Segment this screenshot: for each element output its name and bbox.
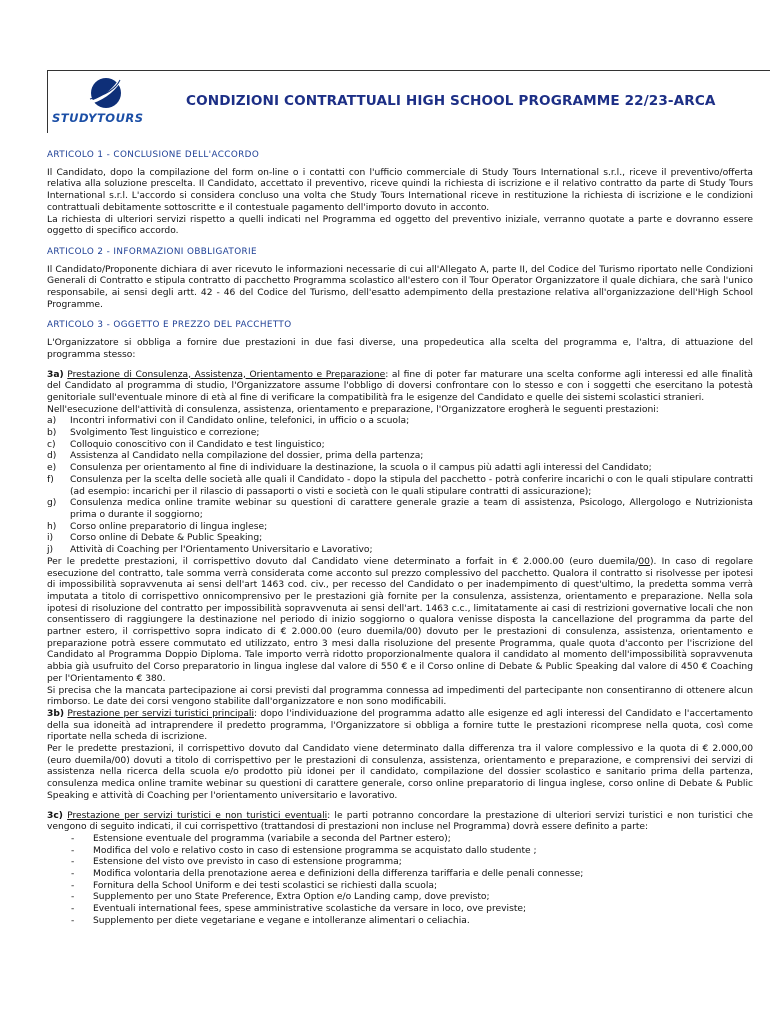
list-item — [47, 522, 753, 534]
list-item-text: Consulenza medica online tramite webinar su questioni di carattere generale grazie a team di assistenza, Psicologo, Allergologo e Nutrizionista prima o durante il soggiorno; — [70, 498, 753, 520]
section-3b-text: : dopo l'individuazione del programma adatto alle esigenze ed agli interessi del Candidato e l'accertamento della sua idoneità ad intraprendere il predetto programma, l'Organizzatore si obbliga a fornire tutte le prestazioni ricomprese nella quota, così come riportate nella scheda di iscrizione. — [47, 708, 754, 743]
studytours-logo — [52, 75, 164, 129]
section-3a-heading: Prestazione di Consulenza, Assistenza, Orientamento e Preparazione — [67, 369, 386, 380]
article-1-paragraph-2: La richiesta di ulteriori servizi rispetto a quelli indicati nel Programma ed oggetto del preventivo iniziale, verranno quotate a parte e dovranno essere oggetto di specifico accordo. — [47, 214, 753, 237]
section-3b-label: 3b) — [47, 708, 65, 719]
price-text-underlined: 00 — [638, 556, 650, 567]
list-item — [47, 846, 753, 858]
list-item — [47, 416, 753, 428]
list-item-text: Fornitura della School Uniform e dei testi scolastici se richiesti dalla scuola; — [93, 880, 438, 891]
list-item-dash: - — [71, 845, 75, 856]
list-item — [47, 463, 753, 475]
list-item-label: e) — [47, 463, 57, 474]
section-3a-note: Si precisa che la mancata partecipazione ai corsi previsti dal programma connessa ad impedimenti del partecipante non consentiranno di ottenere alcun rimborso. Le date dei corsi vengono stabilite dall'organizzatore e non sono modificabili. — [47, 685, 753, 708]
list-item-label: c) — [47, 439, 56, 450]
article-2-title: ARTICOLO 2 - INFORMAZIONI OBBLIGATORIE — [47, 246, 257, 257]
list-item-label: f) — [47, 474, 54, 485]
list-item-text: Supplemento per diete vegetariane e vegane e intolleranze alimentari o celiachia. — [93, 915, 470, 926]
list-item — [47, 916, 753, 928]
list-item-dash: - — [71, 892, 75, 903]
list-item-text: Eventuali international fees, spese amministrative scolastiche da versare in loco, ove previste; — [93, 904, 527, 915]
section-3c-heading: Prestazione per servizi turistici e non turistici eventuali — [67, 810, 328, 821]
list-item — [47, 475, 753, 498]
list-item — [47, 440, 753, 452]
section-3b-price-paragraph: Per le predette prestazioni, il corrispettivo dovuto dal Candidato viene determinato dalla differenza tra il valore complessivo e la quota di € 2.000,00 (euro duemila/00) dovuti a titolo di corrispettivo per le prestazioni di consulenza, assistenza, orientamento e preparazione, e comprensivi dei servizi di assistenza nella ricerca della scuola e/o prodotto più idonei per il candidato, compilazione del dossier scolastico e sanitario prima della partenza, consulenza medica online tramite webinar su questioni di carattere generale, corso online preparatorio di lingua inglese, corso online di Debate & Public Speaking e attività di Coaching per l'orientamento universitario e lavorativo. — [47, 744, 753, 801]
list-item-text: Modifica volontaria della prenotazione aerea e definizioni della differenza tariffaria e delle penali connesse; — [93, 869, 584, 880]
list-item-dash: - — [71, 833, 75, 844]
list-item-text: Incontri informativi con il Candidato online, telefonici, in ufficio o a scuola; — [70, 416, 410, 427]
list-item — [47, 869, 753, 881]
list-item-text: Estensione eventuale del programma (variabile a seconda del Partner estero); — [93, 833, 451, 844]
section-3a-label: 3a) — [47, 369, 64, 380]
section-3b-heading-paragraph — [47, 709, 753, 744]
section-3a-price-paragraph — [47, 557, 753, 686]
article-3-intro: L'Organizzatore si obbliga a fornire due prestazioni in due fasi diverse, una propedeutica alla scelta del programma e, l'altra, di attuazione del programma stesso: — [47, 338, 753, 360]
article-1-paragraph-1: Il Candidato, dopo la compilazione del form on-line o i contatti con l'ufficio commerciale di Study Tours International s.r.l., riceve il preventivo/offerta relativa alla soluzione prescelta. Il Candidato, accettato il preventivo, riceve quindi la richiesta di iscrizione e il relativo contratto da parte di Study Tours International s.r.l. L'accordo si considera concluso una volta che Study Tours International riceve in restituzione la richiesta di iscrizione e le condizioni contrattuali debitamente sottoscritte e il contestuale pagamento dell'importo dovuto in acconto. — [47, 167, 753, 213]
list-item-text: Modifica del volo e relativo costo in caso di estensione programma se acquistato dallo studente ; — [93, 845, 537, 856]
list-item-label: h) — [47, 521, 57, 532]
list-item-text: Corso online preparatorio di lingua inglese; — [70, 521, 268, 532]
list-item-label: a) — [47, 416, 57, 427]
price-text-pre: Per le predette prestazioni, il corrispettivo dovuto dal Candidato viene determinato a forfait in € 2.000.00 (euro duemila/ — [47, 556, 639, 567]
list-item-text: Assistenza al Candidato nella compilazione del dossier, prima della partenza; — [70, 451, 424, 462]
list-item-dash: - — [71, 857, 75, 868]
section-3a-heading-paragraph — [47, 370, 753, 405]
list-item — [47, 533, 753, 545]
list-item-label: b) — [47, 428, 57, 439]
list-item-text: Attività di Coaching per l'Orientamento Universitario e Lavorativo; — [70, 545, 373, 556]
list-item-text: Colloquio conoscitivo con il Candidato e test linguistico; — [70, 439, 325, 450]
section-3c-heading-paragraph — [47, 811, 753, 834]
list-item — [47, 498, 753, 521]
list-item — [47, 857, 753, 869]
list-item-text: Consulenza per orientamento al fine di individuare la destinazione, la scuola o il campus più adatti agli interessi del Candidato; — [70, 463, 652, 474]
list-item-dash: - — [71, 880, 75, 891]
list-item-dash: - — [71, 915, 75, 926]
section-3a-list — [47, 416, 753, 556]
section-3c-list — [47, 834, 753, 928]
document-header — [47, 70, 770, 133]
list-item — [47, 545, 753, 557]
article-2-paragraph-1: Il Candidato/Proponente dichiara di aver ricevuto le informazioni necessarie di cui all'Allegato A, parte II, del Codice del Turismo riportato nelle Condizioni Generali di Contratto e stipula contratto di pacchetto Programma scolastico all'estero con il Tour Operator Organizzatore il quale dichiara, che sarà l'unico responsabile, ai sensi degli artt. 42 - 46 del Codice del Turismo, dell'esatto adempimento della prestazione relativa all'organizzazione dell'High School Programme. — [47, 264, 753, 310]
section-3a-lead: Nell'esecuzione dell'attività di consulenza, assistenza, orientamento e preparazione, l'Organizzatore erogherà le seguenti prestazioni: — [47, 404, 659, 415]
globe-icon — [52, 75, 164, 111]
list-item-text: Svolgimento Test linguistico e correzione; — [70, 428, 260, 439]
list-item — [47, 451, 753, 463]
section-3c-label: 3c) — [47, 810, 63, 821]
list-item-label: j) — [47, 545, 54, 556]
list-item-dash: - — [71, 904, 75, 915]
list-item — [47, 834, 753, 846]
article-3 — [47, 320, 753, 927]
article-1-title: ARTICOLO 1 - CONCLUSIONE DELL'ACCORDO — [47, 150, 260, 160]
price-text-post: ). In caso di regolare esecuzione del contratto, tale somma verrà considerata come acconto sul prezzo complessivo del pacchetto. Qualora il contratto si risolvesse per ipotesi di impossibilità sopravvenuta ai sensi dell'art 1463 cod. civ., per recesso del Candidato o per inadempimento di quest'ultimo, la predetta somma verrà imputata a titolo di corrispettivo onnicomprensivo per le prestazioni già fornite per la consulenza, assistenza, orientamento e preparazione. Nella sola ipotesi di risoluzione del contratto per impossibilità sopravvenuta ai sensi dell'art. 1463 c.c., limitatamente ai casi di restrizioni governative locali che non consentissero di raggiungere la destinazione nel periodo di inizio soggiorno o qualora venisse disposta la cancellazione del programma da parte del partner estero, il corrispettivo sopra indicato di € 2.000.00 (euro duemila/00) dovuto per le prestazioni di consulenza, assistenza, orientamento e preparazione potrà essere commutato ed utilizzato, entro 3 mesi dalla risoluzione del presente Programma, quale quota d'acconto per l'iscrizione del Candidato al Programma Doppio Diploma. Tale importo verrà ridotto proporzionalmente qualora il candidato al momento dell'impossibilità sopravvenuta abbia già usufruito del Corso preparatorio in lingua inglese dal valore di 550 € e il Corso online di Debate & Public Speaking dal valore di 450 € Coaching per l'Orientamento € 380. — [47, 556, 753, 684]
list-item — [47, 904, 753, 916]
list-item — [47, 881, 753, 893]
list-item-label: i) — [47, 533, 54, 544]
list-item-label: d) — [47, 451, 57, 462]
list-item-text: Consulenza per la scelta delle società alle quali il Candidato - dopo la stipula del pacchetto - potrà conferire incarichi o con le quali stipulare contratti (ad esempio: incarichi per il rilascio di passaporti o visti e società con le quali stipulare contratti di assicurazione); — [70, 474, 753, 497]
list-item-text: Estensione del visto ove previsto in caso di estensione programma; — [93, 857, 402, 868]
article-1 — [47, 150, 753, 238]
logo-text: STUDYTOURS — [52, 111, 144, 125]
section-3b-heading: Prestazione per servizi turistici principali — [67, 708, 255, 719]
list-item-dash: - — [71, 869, 75, 880]
section-3c-text: : le parti potranno concordare la prestazione di ulteriori servizi turistici e non turistici che vengono di seguito indicati, il cui corrispettivo (trattandosi di prestazioni non incluse nel Programma) dovrà essere definito a parte: — [47, 810, 753, 833]
list-item-text: Supplemento per uno State Preference, Extra Option e/o Landing camp, dove previsto; — [93, 892, 490, 903]
article-2 — [47, 247, 753, 312]
document-title: CONDIZIONI CONTRATTUALI HIGH SCHOOL PROGRAMME 22/23-ARCA — [186, 93, 716, 109]
list-item-text: Corso online di Debate & Public Speaking; — [70, 533, 263, 544]
section-3a-text: : al fine di poter far maturare una scelta conforme agli interessi ed alle finalità del Candidato al programma di studio, l'Organizzatore assume l'obbligo di doversi confrontare con lo stesso e con i soggetti che esercitano la potestà genitoriale sull'eventuale minore di età al fine di verificare la compatibilità fra le esigenze del Candidato e quelle dei sistemi scolastici stranieri. — [47, 369, 754, 403]
document-body — [47, 150, 753, 928]
article-3-title: ARTICOLO 3 - OGGETTO E PREZZO DEL PACCHETTO — [47, 320, 292, 331]
list-item — [47, 892, 753, 904]
list-item-label: g) — [47, 498, 57, 509]
list-item — [47, 428, 753, 440]
